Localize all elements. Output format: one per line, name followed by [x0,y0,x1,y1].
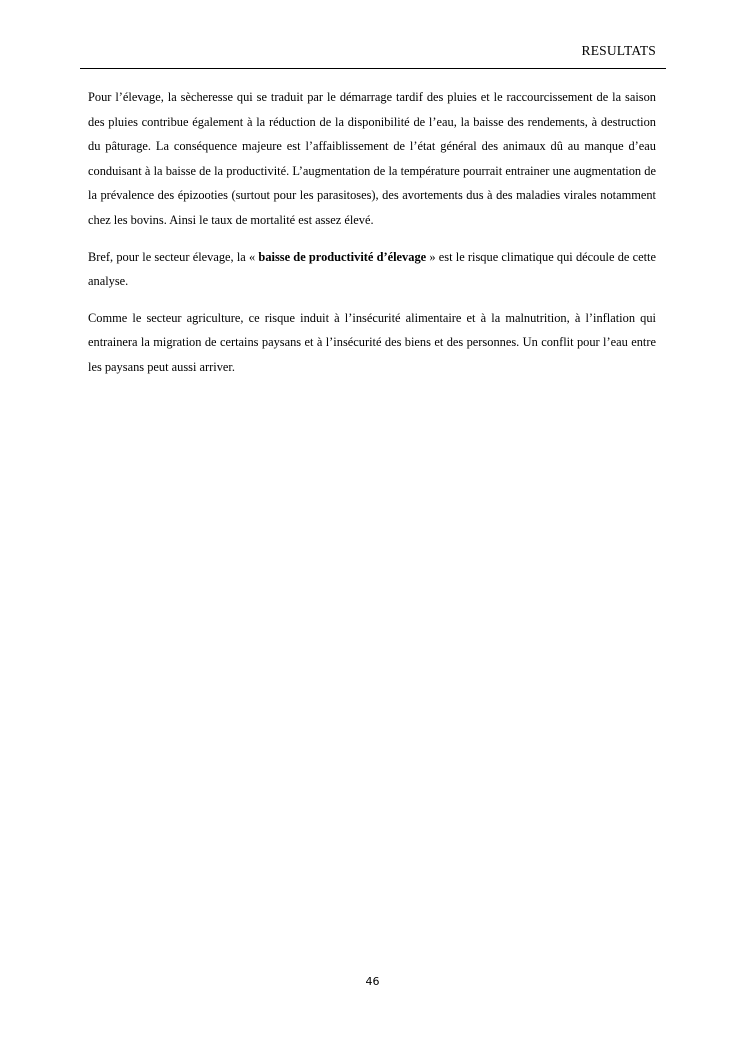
summary-text-end: » est le risque climatique qui découle de cette analyse. [88,249,656,289]
page-header [80,40,666,69]
paragraph-livestock-summary [88,245,656,294]
section-title: RESULTATS [581,43,656,58]
climate-risk-emphasis: baisse de productivité d’élevage [258,249,427,264]
paragraph-consequences: Comme le secteur agriculture, ce risque induit à l’insécurité alimentaire et à la malnutrition, à l’inflation qui entrainera la migration de certains paysans et à l’insécurité des biens et des personnes. Un conflit pour l’eau entre les paysans peut aussi arriver. [88,310,656,374]
document-body [88,85,656,392]
paragraph-livestock-drought: Pour l’élevage, la sècheresse qui se traduit par le démarrage tardif des pluies et le raccourcissement de la saison des pluies contribue également à la réduction de la disponibilité de l’eau, la baisse des rendements, à destruction du pâturage. La conséquence majeure est l’affaiblissement de l’état général des animaux dû au manque d’eau conduisant à la baisse de la productivité. L’augmentation de la température pourrait entrainer une augmentation de la prévalence des épizooties (surtout pour les parasitoses), des avortements dus à des maladies virales notamment chez les bovins. Ainsi le taux de mortalité est assez élevé. [88,90,656,227]
page-number: 46 [365,975,380,988]
summary-text-start: Bref, pour le secteur élevage, la « [88,249,259,264]
